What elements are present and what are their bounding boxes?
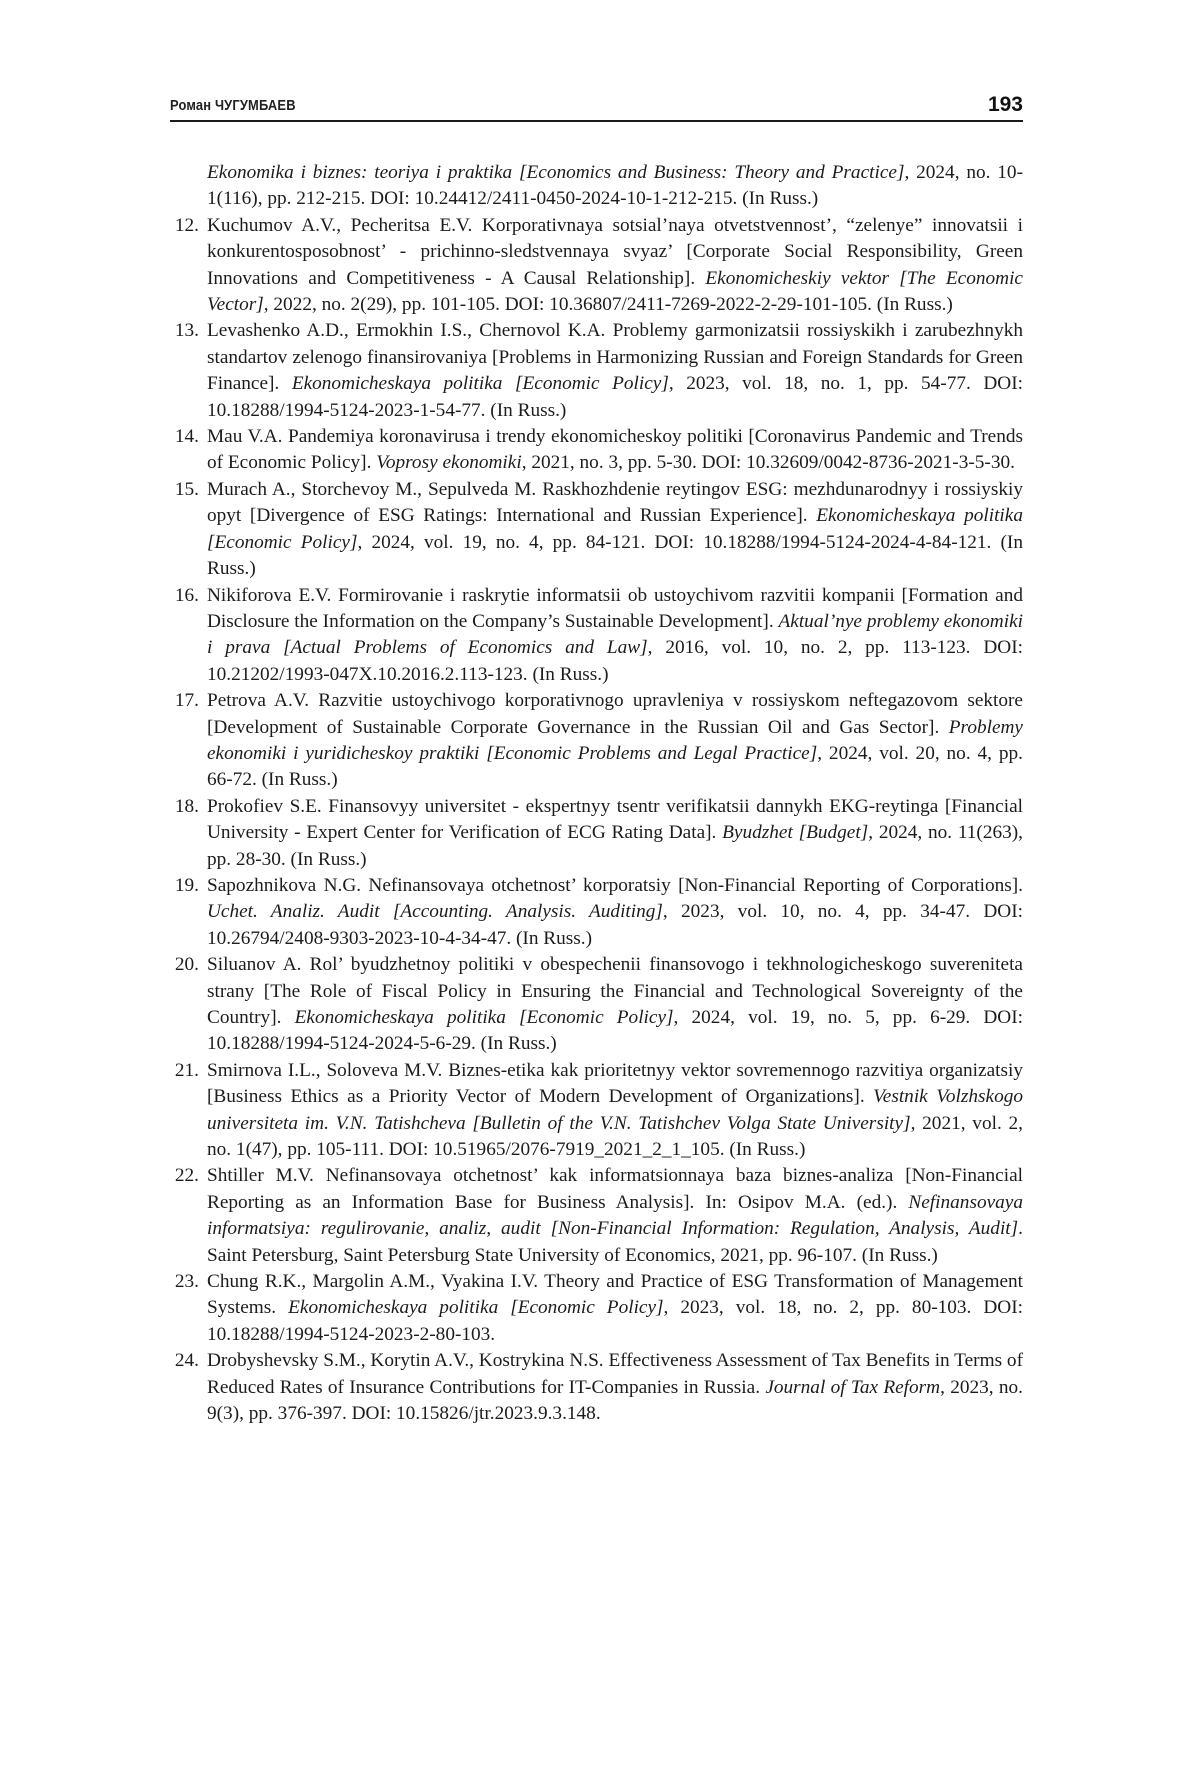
reference-number: 20.	[170, 952, 207, 1058]
reference-number: 24.	[170, 1348, 207, 1427]
reference-number: 15.	[170, 477, 207, 583]
reference-text: Siluanov A. Rol’ byudzhetnoy politiki v obespechenii finansovogo i tekhnologicheskogo suvereniteta strany [The Role of Fiscal Policy in Ensuring the Financial and Technological Sovereignty of the Country].	[207, 954, 1023, 1028]
reference-number: 12.	[170, 213, 207, 319]
reference-details: , 2021, no. 3, pp. 5-30. DOI: 10.32609/0042-8736-2021-3-5-30.	[522, 452, 1015, 473]
reference-number: 21.	[170, 1058, 207, 1164]
reference-source: Ekonomicheskaya politika [Economic Policy]	[295, 1007, 674, 1028]
reference-text: Drobyshevsky S.M., Korytin A.V., Kostrykina N.S. Effectiveness Assessment of Tax Benefits in Terms of Reduced Rates of Insurance Contributions for IT-Companies in Russia.	[207, 1350, 1023, 1397]
reference-source: Ekonomicheskaya politika [Economic Policy]	[207, 505, 1023, 552]
reference-details: , 2023, vol. 10, no. 4, pp. 34-47. DOI: 10.26794/2408-9303-2023-10-4-34-47. (In Russ.)	[207, 901, 1023, 948]
reference-item	[170, 952, 1023, 1058]
reference-text: Levashenko A.D., Ermokhin I.S., Chernovol K.A. Problemy garmonizatsii rossiyskikh i zarubezhnykh standartov zelenogo finansirovaniya [Problems in Harmonizing Russian and Foreign Standards for Green Finance].	[207, 320, 1023, 394]
reference-source: Ekonomicheskiy vektor [The Economic Vector]	[207, 268, 1023, 315]
reference-text: Shtiller M.V. Nefinansovaya otchetnost’ kak informatsionnaya baza biznes-analiza [Non-Financial Reporting as an Information Base for Business Analysis]. In: Osipov M.A. (ed.).	[207, 1165, 1023, 1212]
reference-item	[170, 1163, 1023, 1269]
reference-details: , 2016, vol. 10, no. 2, pp. 113-123. DOI: 10.21202/1993-047X.10.2016.2.113-123. (In Russ.)	[207, 637, 1023, 684]
reference-details: , 2024, vol. 19, no. 5, pp. 6-29. DOI: 10.18288/1994-5124-2024-5-6-29. (In Russ.)	[207, 1007, 1023, 1054]
reference-details: , 2023, vol. 18, no. 2, pp. 80-103. DOI: 10.18288/1994-5124-2023-2-80-103.	[207, 1297, 1023, 1344]
reference-item	[170, 424, 1023, 477]
reference-source: Journal of Tax Reform	[765, 1377, 940, 1398]
reference-source: Ekonomika i biznes: teoriya i praktika [Economics and Business: Theory and Practice]	[207, 162, 904, 183]
reference-item	[170, 213, 1023, 319]
reference-number: 17.	[170, 688, 207, 794]
reference-source: Nefinansovaya informatsiya: regulirovanie, analiz, audit [Non-Financial Information: Regulation, Analysis, Audit]	[207, 1192, 1023, 1239]
page-number: 193	[988, 93, 1023, 117]
reference-item	[170, 794, 1023, 873]
reference-continuation	[170, 160, 1023, 213]
reference-text: Murach A., Storchevoy M., Sepulveda M. Raskhozhdenie reytingov ESG: mezhdunarodnyy i rossiyskiy opyt [Divergence of ESG Ratings: International and Russian Experience].	[207, 479, 1023, 526]
reference-number: 19.	[170, 873, 207, 952]
reference-source: Problemy ekonomiki i yuridicheskoy praktiki [Economic Problems and Legal Practice]	[207, 717, 1023, 764]
reference-number: 23.	[170, 1269, 207, 1348]
reference-source: Ekonomicheskaya politika [Economic Policy]	[292, 373, 669, 394]
reference-details: , 2023, vol. 18, no. 1, pp. 54-77. DOI: 10.18288/1994-5124-2023-1-54-77. (In Russ.)	[207, 373, 1023, 420]
reference-list	[170, 160, 1023, 1428]
reference-item	[170, 583, 1023, 689]
reference-item	[170, 1269, 1023, 1348]
reference-text: Mau V.A. Pandemiya koronavirusa i trendy ekonomicheskoy politiki [Coronavirus Pandemic and Trends of Economic Policy].	[207, 426, 1023, 473]
reference-number: 22.	[170, 1163, 207, 1269]
reference-source: Voprosy ekonomiki	[376, 452, 521, 473]
reference-item	[170, 688, 1023, 794]
reference-item	[170, 477, 1023, 583]
running-head: Роман ЧУГУМБАЕВ	[170, 97, 296, 114]
reference-details: , 2024, no. 10-1(116), pp. 212-215. DOI: 10.24412/2411-0450-2024-10-1-212-215. (In Russ.)	[207, 162, 1023, 209]
reference-text: Prokofiev S.E. Finansovyy universitet - ekspertnyy tsentr verifikatsii dannykh EKG-reytinga [Financial University - Expert Center for Verification of ECG Rating Data].	[207, 796, 1023, 843]
reference-source: Byudzhet [Budget]	[722, 822, 868, 843]
reference-details: , 2023, no. 9(3), pp. 376-397. DOI: 10.15826/jtr.2023.9.3.148.	[207, 1377, 1023, 1424]
reference-item	[170, 1058, 1023, 1164]
reference-text: Smirnova I.L., Soloveva M.V. Biznes-etika kak prioritetnyy vektor sovremennogo razvitiya organizatsiy [Business Ethics as a Priority Vector of Modern Development of Organizations].	[207, 1060, 1023, 1107]
reference-details: , 2024, vol. 20, no. 4, pp. 66-72. (In Russ.)	[207, 743, 1023, 790]
page	[0, 0, 1200, 1786]
reference-details: , 2021, vol. 2, no. 1(47), pp. 105-111. DOI: 10.51965/2076-7919_2021_2_1_105. (In Russ.)	[207, 1113, 1023, 1160]
reference-source: Vestnik Volzhskogo universiteta im. V.N. Tatishcheva [Bulletin of the V.N. Tatishchev Volga State University]	[207, 1086, 1023, 1133]
reference-details: . Saint Petersburg, Saint Petersburg State University of Economics, 2021, pp. 96-107. (In Russ.)	[207, 1218, 1023, 1265]
reference-text: Kuchumov A.V., Pecheritsa E.V. Korporativnaya sotsial’naya otvetstvennost’, “zelenye” innovatsii i konkurentosposobnost’ - prichinno-sledstvennaya svyaz’ [Corporate Social Responsibility, Green Innovations and Competitiveness - A Causal Relationship].	[207, 215, 1023, 289]
reference-details: , 2024, no. 11(263), pp. 28-30. (In Russ.)	[207, 822, 1023, 869]
reference-item	[170, 318, 1023, 424]
reference-number: 13.	[170, 318, 207, 424]
reference-source: Ekonomicheskaya politika [Economic Policy]	[288, 1297, 663, 1318]
reference-item	[170, 1348, 1023, 1427]
reference-number: 14.	[170, 424, 207, 477]
reference-number: 18.	[170, 794, 207, 873]
page-header	[170, 90, 1023, 122]
reference-number: 16.	[170, 583, 207, 689]
reference-text: Chung R.K., Margolin A.M., Vyakina I.V. Theory and Practice of ESG Transformation of Management Systems.	[207, 1271, 1023, 1318]
reference-source: Uchet. Analiz. Audit [Accounting. Analysis. Auditing]	[207, 901, 663, 922]
reference-details: , 2022, no. 2(29), pp. 101-105. DOI: 10.36807/2411-7269-2022-2-29-101-105. (In Russ.)	[264, 294, 953, 315]
reference-source: Aktual’nye problemy ekonomiki i prava [Actual Problems of Economics and Law]	[207, 611, 1023, 658]
reference-text: Petrova A.V. Razvitie ustoychivogo korporativnogo upravleniya v rossiyskom neftegazovom sektore [Development of Sustainable Corporate Governance in the Russian Oil and Gas Sector].	[207, 690, 1023, 737]
reference-text: Nikiforova E.V. Formirovanie i raskrytie informatsii ob ustoychivom razvitii kompanii [Formation and Disclosure the Information on the Company’s Sustainable Development].	[207, 585, 1023, 632]
reference-item	[170, 873, 1023, 952]
reference-details: , 2024, vol. 19, no. 4, pp. 84-121. DOI: 10.18288/1994-5124-2024-4-84-121. (In Russ.)	[207, 532, 1023, 579]
reference-text: Sapozhnikova N.G. Nefinansovaya otchetnost’ korporatsiy [Non-Financial Reporting of Corporations].	[207, 875, 1023, 896]
